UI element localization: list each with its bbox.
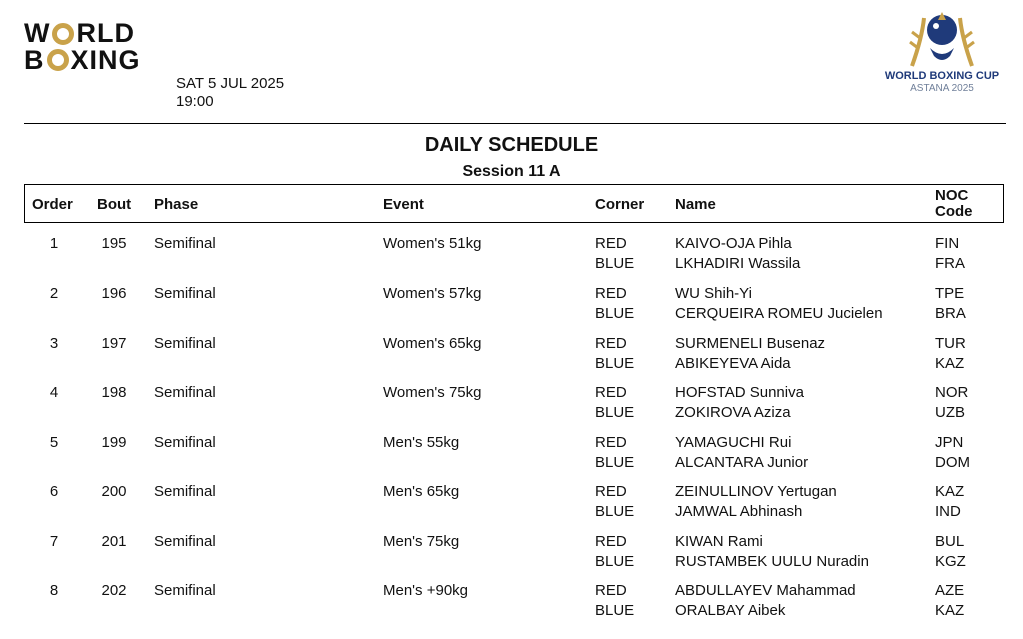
red-corner-cell: RED: [595, 434, 627, 451]
event-cell: Men's +90kg: [383, 582, 468, 599]
order-cell: 2: [49, 285, 59, 302]
event-cell: Women's 75kg: [383, 384, 482, 401]
bout-cell: 200: [101, 483, 127, 500]
red-corner-cell: RED: [595, 384, 627, 401]
event-cell: Men's 55kg: [383, 434, 460, 451]
logo-ring-icon: [47, 49, 69, 71]
cup-title: WORLD BOXING CUP: [884, 70, 1000, 82]
event-cell: Men's 75kg: [383, 533, 460, 550]
phase-cell: Semifinal: [154, 582, 216, 599]
blue-corner-cell: BLUE: [595, 355, 635, 372]
logo-line-world: [24, 20, 135, 46]
cup-location: ASTANA 2025: [910, 83, 974, 94]
red-name-cell: WU Shih-Yi: [675, 285, 752, 302]
blue-noc-cell: KGZ: [935, 553, 966, 570]
schedule-datetime: [176, 75, 284, 111]
red-noc-cell: TPE: [935, 285, 965, 302]
red-noc-cell: BUL: [935, 533, 965, 550]
red-name-cell: ZEINULLINOV Yertugan: [675, 483, 837, 500]
col-name: Name: [675, 196, 716, 213]
logo-letters-rld: RLD: [76, 18, 135, 48]
blue-name-cell: ZOKIROVA Aziza: [675, 404, 791, 421]
red-noc-cell: FIN: [935, 235, 960, 252]
col-noc-line2: Code: [935, 203, 973, 220]
world-boxing-logo: [24, 18, 184, 75]
blue-noc-cell: DOM: [935, 454, 970, 471]
red-name-cell: SURMENELI Busenaz: [675, 335, 826, 352]
red-corner-cell: RED: [595, 335, 627, 352]
red-noc-cell: KAZ: [935, 483, 965, 500]
red-corner-cell: RED: [595, 483, 627, 500]
world-boxing-cup-logo: [872, 8, 1012, 98]
phase-cell: Semifinal: [154, 434, 216, 451]
blue-name-cell: ORALBAY Aibek: [675, 602, 786, 619]
red-corner-cell: RED: [595, 533, 627, 550]
col-corner: Corner: [595, 196, 645, 213]
bout-cell: 202: [101, 582, 127, 599]
order-cell: 1: [49, 235, 59, 252]
event-cell: Women's 65kg: [383, 335, 482, 352]
blue-noc-cell: UZB: [935, 404, 965, 421]
order-cell: 5: [49, 434, 59, 451]
bout-cell: 199: [101, 434, 127, 451]
session-title: Session 11 A: [462, 163, 561, 180]
red-name-cell: ABDULLAYEV Mahammad: [675, 582, 856, 599]
red-name-cell: KAIVO-OJA Pihla: [675, 235, 792, 252]
phase-cell: Semifinal: [154, 285, 216, 302]
col-phase: Phase: [154, 196, 199, 213]
red-name-cell: KIWAN Rami: [675, 533, 763, 550]
table-row: [0, 334, 1023, 374]
blue-corner-cell: BLUE: [595, 255, 635, 272]
blue-corner-cell: BLUE: [595, 454, 635, 471]
blue-noc-cell: KAZ: [935, 602, 965, 619]
phase-cell: Semifinal: [154, 533, 216, 550]
table-row: [0, 383, 1023, 423]
logo-letter-b: B: [24, 45, 45, 75]
blue-corner-cell: BLUE: [595, 602, 635, 619]
col-order: Order: [32, 196, 73, 213]
blue-corner-cell: BLUE: [595, 404, 635, 421]
blue-corner-cell: BLUE: [595, 553, 635, 570]
red-corner-cell: RED: [595, 582, 627, 599]
blue-name-cell: RUSTAMBEK UULU Nuradin: [675, 553, 869, 570]
blue-name-cell: LKHADIRI Wassila: [675, 255, 801, 272]
red-corner-cell: RED: [595, 285, 627, 302]
phase-cell: Semifinal: [154, 483, 216, 500]
logo-ring-icon: [52, 23, 74, 45]
col-event: Event: [383, 196, 424, 213]
order-cell: 6: [49, 483, 59, 500]
event-cell: Men's 65kg: [383, 483, 460, 500]
blue-name-cell: ABIKEYEVA Aida: [675, 355, 791, 372]
red-name-cell: HOFSTAD Sunniva: [675, 384, 804, 401]
phase-cell: Semifinal: [154, 235, 216, 252]
blue-name-cell: ALCANTARA Junior: [675, 454, 809, 471]
bout-cell: 198: [101, 384, 127, 401]
order-cell: 3: [49, 335, 59, 352]
bout-cell: 195: [101, 235, 127, 252]
red-noc-cell: AZE: [935, 582, 965, 599]
header-divider: [24, 123, 1006, 124]
order-cell: 7: [49, 533, 59, 550]
blue-noc-cell: KAZ: [935, 355, 965, 372]
table-row: [0, 482, 1023, 522]
blue-name-cell: JAMWAL Abhinash: [675, 503, 803, 520]
bout-cell: 197: [101, 335, 127, 352]
event-cell: Women's 57kg: [383, 285, 482, 302]
phase-cell: Semifinal: [154, 384, 216, 401]
schedule-date: SAT 5 JUL 2025: [176, 75, 285, 92]
col-bout: Bout: [97, 196, 132, 213]
col-noc-line1: NOC: [935, 187, 969, 204]
table-row: [0, 532, 1023, 572]
table-row: [0, 284, 1023, 324]
table-row: [0, 234, 1023, 274]
phase-cell: Semifinal: [154, 335, 216, 352]
table-row: [0, 581, 1023, 621]
boxer-emblem-icon: [872, 8, 1012, 70]
bout-cell: 196: [101, 285, 127, 302]
blue-corner-cell: BLUE: [595, 503, 635, 520]
page-title: DAILY SCHEDULE: [424, 134, 599, 156]
blue-noc-cell: IND: [935, 503, 961, 520]
blue-name-cell: CERQUEIRA ROMEU Jucielen: [675, 305, 883, 322]
event-cell: Women's 51kg: [383, 235, 482, 252]
col-noc-code: [935, 188, 973, 220]
logo-line-boxing: [24, 47, 141, 73]
red-noc-cell: JPN: [935, 434, 964, 451]
red-noc-cell: TUR: [935, 335, 966, 352]
bout-cell: 201: [101, 533, 127, 550]
order-cell: 8: [49, 582, 59, 599]
blue-corner-cell: BLUE: [595, 305, 635, 322]
table-header: [24, 184, 1004, 223]
table-row: [0, 433, 1023, 473]
red-corner-cell: RED: [595, 235, 627, 252]
blue-noc-cell: BRA: [935, 305, 966, 322]
blue-noc-cell: FRA: [935, 255, 965, 272]
schedule-time: 19:00: [176, 93, 214, 110]
order-cell: 4: [49, 384, 59, 401]
logo-letter-w: W: [24, 18, 51, 48]
red-noc-cell: NOR: [935, 384, 969, 401]
logo-letters-xing: XING: [70, 45, 141, 75]
red-name-cell: YAMAGUCHI Rui: [675, 434, 792, 451]
